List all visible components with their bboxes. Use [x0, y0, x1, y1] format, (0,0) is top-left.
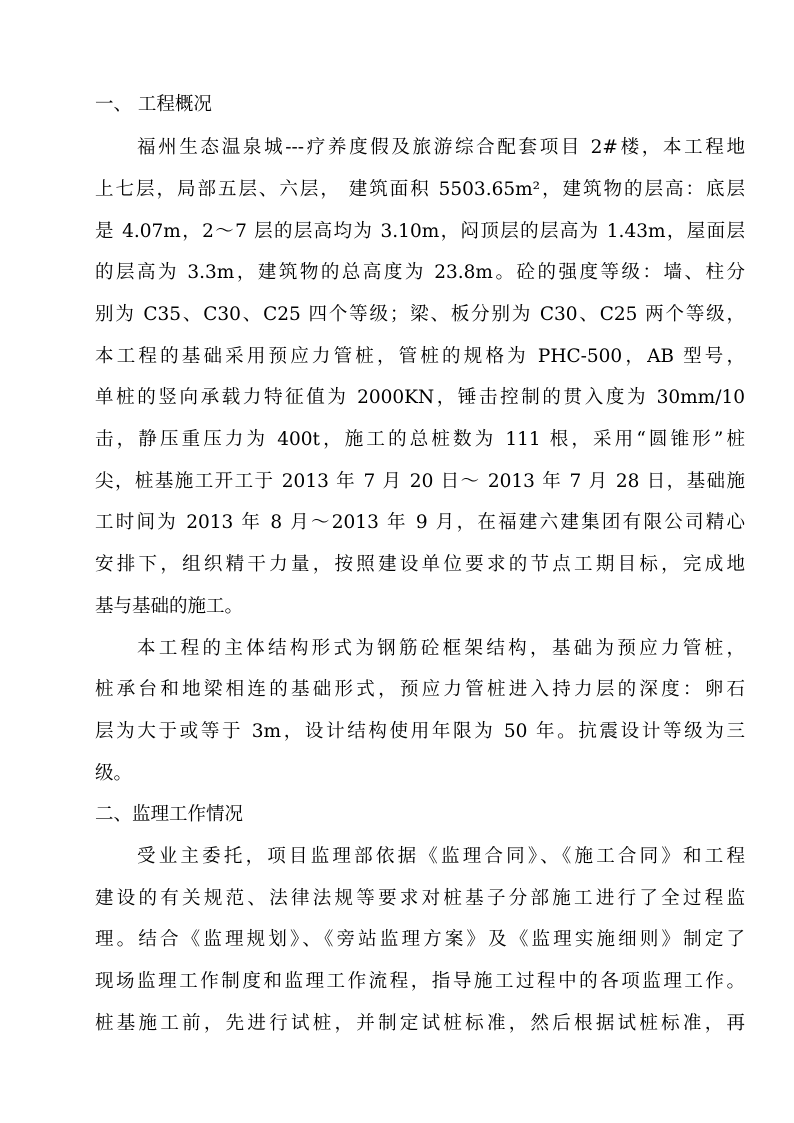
paragraph-line: 本工程的基础采用预应力管桩，管桩的规格为 PHC-500，AB 型号， — [95, 346, 745, 367]
paragraph-line: 桩基施工前，先进行试桩，并制定试桩标准，然后根据试桩标准，再 — [95, 1013, 745, 1034]
paragraph-line: 基与基础的施工。 — [95, 596, 244, 617]
paragraph-line: 桩承台和地梁相连的基础形式，预应力管桩进入持力层的深度：卵石 — [95, 679, 745, 700]
paragraph-line: 的层高为 3.3m，建筑物的总高度为 23.8m。砼的强度等级：墙、柱分 — [95, 262, 745, 283]
paragraph-line: 福州生态温泉城---疗养度假及旅游综合配套项目 2#楼，本工程地 — [137, 137, 745, 158]
paragraph-line: 别为 C35、C30、C25 四个等级；梁、板分别为 C30、C25 两个等级， — [95, 304, 745, 325]
paragraph-line: 受业主委托，项目监理部依据《监理合同》、《施工合同》和工程 — [137, 846, 745, 867]
paragraph-line: 理。结合《监理规划》、《旁站监理方案》及《监理实施细则》制定了 — [95, 929, 745, 950]
paragraph-line: 本工程的主体结构形式为钢筋砼框架结构，基础为预应力管桩， — [137, 638, 745, 659]
paragraph-line: 上七层，局部五层、六层， 建筑面积 5503.65m²，建筑物的层高：底层 — [95, 179, 745, 200]
paragraph-line: 安排下，组织精干力量，按照建设单位要求的节点工期目标，完成地 — [95, 554, 745, 575]
paragraph-line: 级。 — [95, 763, 133, 784]
paragraph-line: 工时间为 2013 年 8 月～2013 年 9 月，在福建六建集团有限公司精心 — [95, 512, 745, 533]
paragraph-line: 现场监理工作制度和监理工作流程，指导施工过程中的各项监理工作。 — [95, 971, 745, 992]
section-heading-overview: 一、 工程概况 — [95, 94, 212, 115]
paragraph-line: 击，静压重压力为 400t，施工的总桩数为 111 根，采用“圆锥形”桩 — [95, 429, 745, 450]
paragraph-line: 是 4.07m，2～7 层的层高均为 3.10m，闷顶层的层高为 1.43m，屋面层 — [95, 221, 745, 242]
section-heading-supervision: 二、监理工作情况 — [95, 804, 244, 825]
paragraph-line: 尖，桩基施工开工于 2013 年 7 月 20 日～ 2013 年 7 月 28 日，基础施 — [95, 471, 745, 492]
paragraph-line: 单桩的竖向承载力特征值为 2000KN，锤击控制的贯入度为 30mm/10 — [95, 387, 745, 408]
paragraph-line: 层为大于或等于 3m，设计结构使用年限为 50 年。抗震设计等级为三 — [95, 721, 745, 742]
paragraph-line: 建设的有关规范、法律法规等要求对桩基子分部施工进行了全过程监 — [95, 888, 745, 909]
